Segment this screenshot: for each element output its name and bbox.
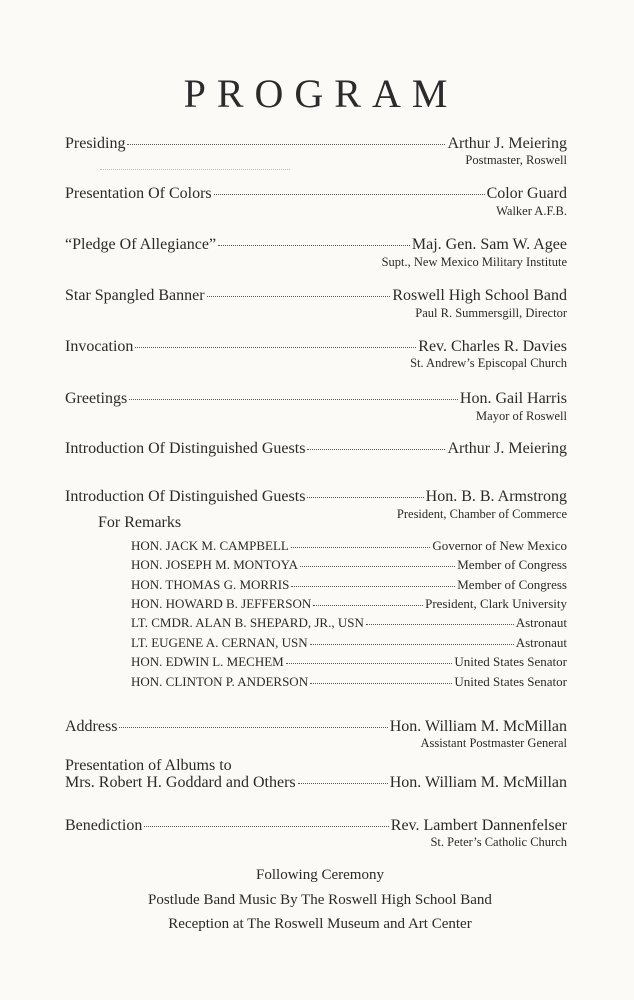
dot-leader bbox=[129, 399, 458, 400]
remark-role: Member of Congress bbox=[457, 577, 567, 592]
program-item bbox=[65, 488, 567, 506]
program-item bbox=[65, 338, 567, 356]
remark-row bbox=[131, 615, 567, 630]
page-title: PROGRAM bbox=[183, 71, 459, 116]
dot-leader bbox=[300, 566, 455, 567]
dot-leader bbox=[291, 586, 455, 587]
remark-name: HON. CLINTON P. ANDERSON bbox=[131, 674, 309, 689]
remark-role: Governor of New Mexico bbox=[432, 538, 567, 553]
dot-leader bbox=[313, 605, 423, 606]
dot-leader bbox=[144, 826, 388, 827]
remark-name: LT. EUGENE A. CERNAN, USN bbox=[131, 635, 308, 650]
program-item bbox=[65, 440, 567, 458]
item-subtitle: Postmaster, Roswell bbox=[465, 153, 567, 167]
item-label: Invocation bbox=[65, 338, 134, 355]
item-subtitle: Supt., New Mexico Military Institute bbox=[381, 255, 567, 269]
faint-marks bbox=[100, 167, 290, 170]
item-label: “Pledge Of Allegiance” bbox=[65, 236, 217, 253]
closing-line: Following Ceremony bbox=[256, 867, 384, 883]
program-item bbox=[65, 774, 567, 792]
remark-role: United States Senator bbox=[454, 654, 567, 669]
item-subtitle: Mayor of Roswell bbox=[476, 409, 567, 423]
item-label: Benediction bbox=[65, 817, 143, 834]
remark-name: LT. CMDR. ALAN B. SHEPARD, JR., USN bbox=[131, 615, 364, 630]
dot-leader bbox=[207, 296, 391, 297]
dot-leader bbox=[214, 194, 485, 195]
remark-row bbox=[131, 557, 567, 572]
dot-leader bbox=[119, 727, 387, 728]
item-name: Maj. Gen. Sam W. Agee bbox=[411, 236, 567, 253]
remark-name: HON. HOWARD B. JEFFERSON bbox=[131, 596, 312, 611]
item-subtitle: St. Peter’s Catholic Church bbox=[430, 835, 567, 849]
dot-leader bbox=[218, 245, 410, 246]
program-item bbox=[65, 718, 567, 736]
remark-row bbox=[131, 577, 567, 592]
program-item bbox=[65, 135, 567, 153]
dot-leader bbox=[286, 663, 453, 664]
remark-row bbox=[131, 596, 567, 611]
item-subtitle: Paul R. Summersgill, Director bbox=[415, 306, 567, 320]
dot-leader bbox=[310, 683, 452, 684]
item-name: Roswell High School Band bbox=[392, 287, 567, 304]
for-remarks-label: For Remarks bbox=[98, 514, 182, 531]
remark-role: Astronaut bbox=[515, 635, 567, 650]
item-label: Address bbox=[65, 718, 118, 735]
albums-label-line1: Presentation of Albums to bbox=[65, 757, 232, 774]
remark-role: President, Clark University bbox=[425, 596, 567, 611]
remark-row bbox=[131, 674, 567, 689]
dot-leader bbox=[127, 144, 445, 145]
item-label: Presiding bbox=[65, 135, 126, 152]
program-item bbox=[65, 236, 567, 254]
item-subtitle: Assistant Postmaster General bbox=[420, 736, 567, 750]
item-name: Rev. Charles R. Davies bbox=[418, 338, 567, 355]
remark-row bbox=[131, 635, 567, 650]
remark-role: Astronaut bbox=[515, 615, 567, 630]
dot-leader bbox=[310, 644, 514, 645]
item-name: Rev. Lambert Dannenfelser bbox=[390, 817, 567, 834]
item-label: Introduction Of Distinguished Guests bbox=[65, 488, 306, 505]
program-item bbox=[65, 817, 567, 835]
remark-name: HON. EDWIN L. MECHEM bbox=[131, 654, 284, 669]
item-label: Mrs. Robert H. Goddard and Others bbox=[65, 774, 296, 791]
item-subtitle: St. Andrew’s Episcopal Church bbox=[410, 356, 567, 370]
remark-name: HON. THOMAS G. MORRIS bbox=[131, 577, 290, 592]
remark-role: Member of Congress bbox=[457, 557, 567, 572]
closing-line: Postlude Band Music By The Roswell High School Band bbox=[148, 892, 492, 908]
dot-leader bbox=[291, 547, 431, 548]
item-subtitle: Walker A.F.B. bbox=[496, 204, 567, 218]
item-subtitle: President, Chamber of Commerce bbox=[396, 507, 567, 521]
item-name: Hon. Gail Harris bbox=[459, 390, 567, 407]
dot-leader bbox=[298, 783, 388, 784]
item-name: Hon. William M. McMillan bbox=[389, 718, 567, 735]
closing-line: Reception at The Roswell Museum and Art Center bbox=[168, 916, 472, 932]
remark-role: United States Senator bbox=[454, 674, 567, 689]
item-name: Color Guard bbox=[486, 185, 567, 202]
program-item bbox=[65, 287, 567, 305]
item-name: Hon. William M. McMillan bbox=[389, 774, 567, 791]
item-name: Arthur J. Meiering bbox=[447, 440, 567, 457]
item-label: Introduction Of Distinguished Guests bbox=[65, 440, 306, 457]
remark-name: HON. JOSEPH M. MONTOYA bbox=[131, 557, 298, 572]
dot-leader bbox=[307, 497, 423, 498]
dot-leader bbox=[307, 449, 445, 450]
item-label: Star Spangled Banner bbox=[65, 287, 205, 304]
dot-leader bbox=[366, 624, 514, 625]
item-label: Greetings bbox=[65, 390, 128, 407]
dot-leader bbox=[135, 347, 416, 348]
remark-row bbox=[131, 538, 567, 553]
item-name: Arthur J. Meiering bbox=[447, 135, 567, 152]
item-label: Presentation Of Colors bbox=[65, 185, 212, 202]
program-item bbox=[65, 185, 567, 203]
program-item bbox=[65, 390, 567, 408]
remark-row bbox=[131, 654, 567, 669]
item-name: Hon. B. B. Armstrong bbox=[425, 488, 567, 505]
remark-name: HON. JACK M. CAMPBELL bbox=[131, 538, 289, 553]
